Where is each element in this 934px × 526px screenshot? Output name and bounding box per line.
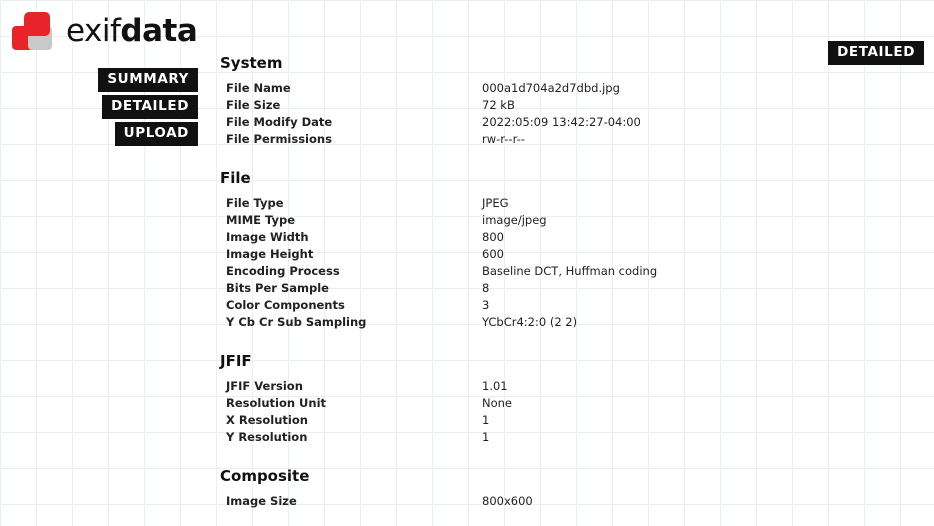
- table-row: [220, 114, 920, 130]
- site-logo[interactable]: [10, 10, 197, 52]
- field-key: Encoding Process: [226, 264, 340, 278]
- field-value: 000a1d704a2d7dbd.jpg: [482, 81, 620, 95]
- field-key: File Type: [226, 196, 284, 210]
- field-key: Bits Per Sample: [226, 281, 329, 295]
- field-value: 1: [482, 430, 490, 444]
- nav-detailed[interactable]: DETAILED: [102, 95, 198, 119]
- field-value: None: [482, 396, 513, 410]
- nav-upload[interactable]: UPLOAD: [115, 122, 198, 146]
- table-row: [220, 378, 920, 394]
- table-row: [220, 246, 920, 262]
- field-value: 800x600: [482, 494, 533, 508]
- logo-text-bold: data: [120, 13, 198, 49]
- field-value: rw-r--r--: [482, 132, 525, 146]
- field-value: 8: [482, 281, 490, 295]
- logo-text-light: exif: [66, 13, 121, 49]
- field-value: YCbCr4:2:0 (2 2): [482, 315, 578, 329]
- table-row: [220, 280, 920, 296]
- field-key: MIME Type: [226, 213, 296, 227]
- table-row: [220, 212, 920, 228]
- field-value: 1: [482, 413, 490, 427]
- section-file: [220, 169, 920, 330]
- field-key: Image Height: [226, 247, 314, 261]
- field-key: File Permissions: [226, 132, 332, 146]
- table-row: [220, 229, 920, 245]
- field-key: Y Resolution: [226, 430, 308, 444]
- table-row: [220, 195, 920, 211]
- field-key: File Size: [226, 98, 281, 112]
- field-key: Color Components: [226, 298, 345, 312]
- section-title-system: System: [220, 54, 283, 72]
- field-value: image/jpeg: [482, 213, 547, 227]
- field-key: X Resolution: [226, 413, 308, 427]
- field-key: Image Size: [226, 494, 297, 508]
- section-composite: [220, 467, 920, 509]
- nav-summary[interactable]: SUMMARY: [98, 68, 198, 92]
- table-row: [220, 263, 920, 279]
- table-row: [220, 97, 920, 113]
- table-row: [220, 395, 920, 411]
- field-value: 600: [482, 247, 504, 261]
- main-nav: [0, 68, 198, 149]
- section-jfif: [220, 352, 920, 445]
- field-value: 800: [482, 230, 504, 244]
- table-row: [220, 80, 920, 96]
- table-row: [220, 314, 920, 330]
- field-key: File Modify Date: [226, 115, 333, 129]
- table-row: [220, 493, 920, 509]
- logo-square-red-top: [24, 12, 50, 36]
- table-row: [220, 297, 920, 313]
- table-row: [220, 412, 920, 428]
- section-system: [220, 54, 920, 147]
- table-row: [220, 131, 920, 147]
- view-mode-badge: DETAILED: [828, 41, 924, 65]
- field-key: File Name: [226, 81, 291, 95]
- field-key: JFIF Version: [226, 379, 303, 393]
- table-row: [220, 429, 920, 445]
- logo-mark-icon: [10, 10, 56, 52]
- field-value: JPEG: [482, 196, 509, 210]
- section-title-composite: Composite: [220, 467, 310, 485]
- metadata-panel: [220, 54, 920, 510]
- field-value: 1.01: [482, 379, 508, 393]
- field-value: 3: [482, 298, 490, 312]
- field-value: 2022:05:09 13:42:27-04:00: [482, 115, 641, 129]
- section-title-file: File: [220, 169, 251, 187]
- logo-wordmark: [66, 13, 197, 49]
- field-key: Y Cb Cr Sub Sampling: [226, 315, 367, 329]
- field-key: Image Width: [226, 230, 309, 244]
- field-value: Baseline DCT, Huffman coding: [482, 264, 658, 278]
- field-key: Resolution Unit: [226, 396, 327, 410]
- section-title-jfif: JFIF: [220, 352, 252, 370]
- field-value: 72 kB: [482, 98, 515, 112]
